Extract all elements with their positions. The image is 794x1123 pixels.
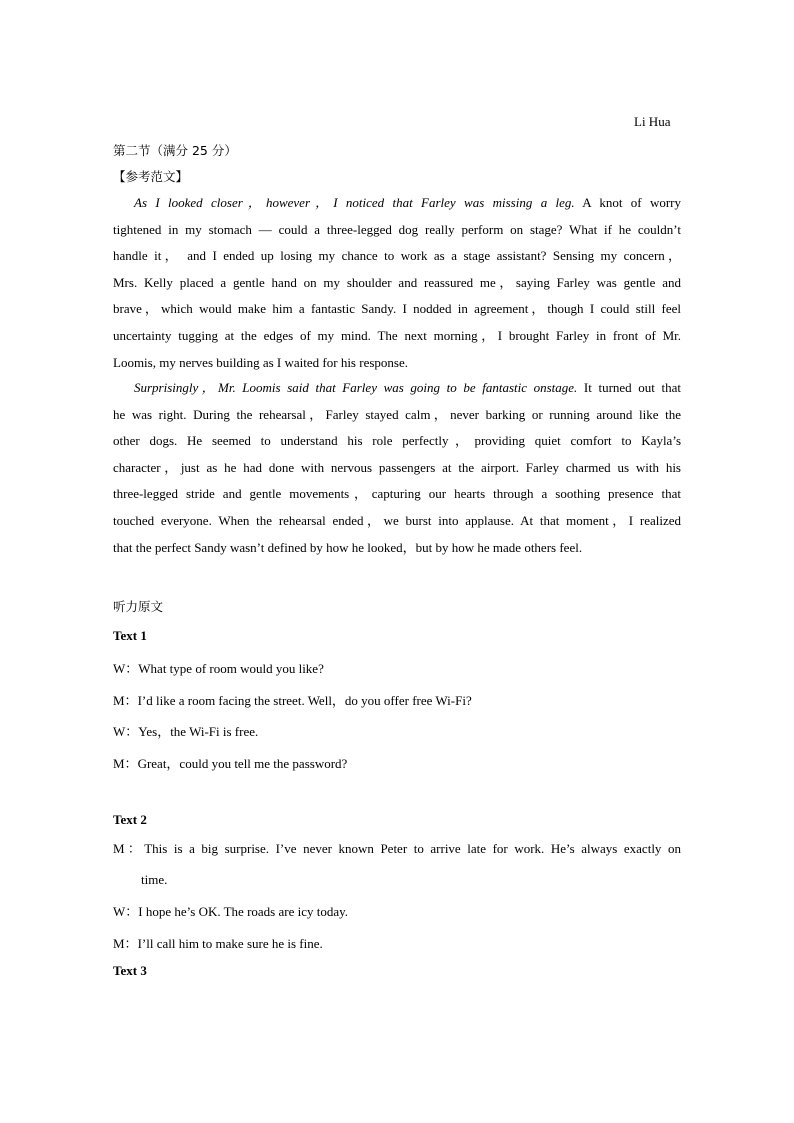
paragraph-line: that the perfect Sandy wasn’t defined by how he looked，but by how he made others feel.	[113, 539, 583, 555]
text-3-title: Text 3	[113, 963, 147, 978]
speaker-label: M：	[113, 693, 138, 708]
paragraph-line: Loomis, my nerves building as I waited for his response.	[113, 354, 408, 370]
dialogue-text: I hope he’s OK. The roads are icy today.	[138, 904, 349, 919]
dialogue-line	[113, 753, 681, 772]
dialogue-line-continuation: time.	[141, 872, 168, 887]
text-1-title: Text 1	[113, 628, 147, 643]
dialogue-line	[113, 933, 681, 952]
speaker-label: M：	[113, 841, 145, 856]
dialogue-text: I’ll call him to make sure he is fine.	[137, 936, 323, 951]
dialogue-text: This is a big surprise. I’ve never known Peter to arrive late for work. He’s always exactly on	[144, 841, 681, 856]
speaker-label: W：	[113, 661, 139, 676]
section-heading: 第二节（满分 25 分）	[113, 143, 237, 158]
paragraph-line: handle it， and I ended up losing my chance to work as a stage assistant? Sensing my concern，	[113, 248, 681, 264]
signature: Li Hua	[634, 114, 671, 129]
essay-paragraph-2	[113, 375, 681, 561]
dialogue-line-first	[113, 833, 681, 864]
italic-opening-sentence: As I looked closer，however，I noticed that Farley was missing a leg.	[134, 195, 575, 210]
dialogue-line	[113, 658, 681, 677]
speaker-label: W：	[113, 724, 139, 739]
paragraph-line	[113, 375, 681, 402]
italic-opening-sentence: Surprisingly，Mr. Loomis said that Farley was going to be fantastic onstage.	[134, 380, 578, 395]
paragraph-line: three-legged stride and gentle movements，capturing our hearts through a soothing presence that	[113, 486, 681, 502]
dialogue-text: I’d like a room facing the street. Well，do you offer free Wi-Fi?	[137, 693, 472, 708]
paragraph-text: It turned out that	[577, 380, 681, 395]
paragraph-line	[113, 190, 681, 217]
paragraph-text: A knot of worry	[574, 195, 681, 210]
paragraph-line: Mrs. Kelly placed a gentle hand on my shoulder and reassured me，saying Farley was gentle and	[113, 274, 681, 290]
speaker-label: M：	[113, 756, 138, 771]
paragraph-line: uncertainty tugging at the edges of my mind. The next morning，I brought Farley in front of Mr.	[113, 327, 681, 343]
dialogue-text: Yes，the Wi-Fi is free.	[138, 724, 259, 739]
paragraph-line: tightened in my stomach — could a three-legged dog really perform on stage? What if he couldn’t	[113, 221, 681, 237]
dialogue-line	[113, 690, 681, 709]
paragraph-line: touched everyone. When the rehearsal ended，we burst into applause. At that moment，I realized	[113, 512, 681, 528]
model-essay-heading: 【参考范文】	[113, 169, 189, 184]
dialogue-text: Great，could you tell me the password?	[137, 756, 348, 771]
paragraph-line: other dogs. He seemed to understand his role perfectly，providing quiet comfort to Kayla’s	[113, 433, 681, 449]
paragraph-line: brave，which would make him a fantastic Sandy. I nodded in agreement，though I could still feel	[113, 301, 681, 317]
paragraph-line: he was right. During the rehearsal，Farley stayed calm，never barking or running around like the	[113, 406, 681, 422]
paragraph-line: character，just as he had done with nervous passengers at the airport. Farley charmed us with his	[113, 459, 681, 475]
dialogue-line	[113, 721, 681, 740]
dialogue-text: What type of room would you like?	[138, 661, 324, 676]
dialogue-line	[113, 833, 681, 895]
essay-paragraph-1	[113, 190, 681, 376]
listening-transcript-heading: 听力原文	[113, 599, 164, 614]
dialogue-line	[113, 901, 681, 920]
speaker-label: W：	[113, 904, 139, 919]
speaker-label: M：	[113, 936, 138, 951]
text-2-title: Text 2	[113, 812, 147, 827]
